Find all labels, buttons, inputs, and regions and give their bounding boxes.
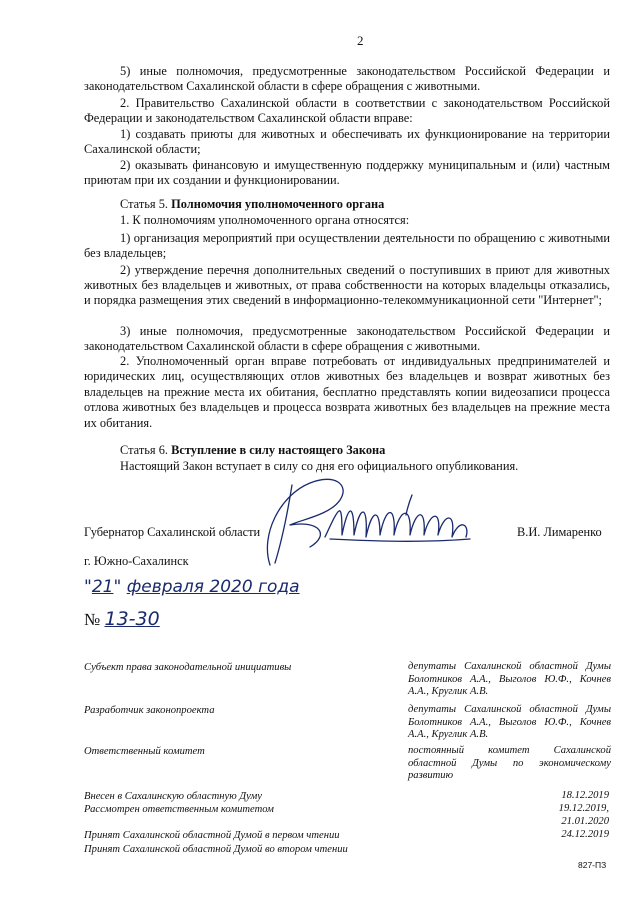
history-label: Рассмотрен ответственным комитетом: [84, 804, 274, 815]
handwritten-date-text: февраля 2020 года: [126, 577, 300, 597]
paragraph: 2) оказывать финансовую и имущественную поддержку муниципальным и (или) частным приютам при их создании и функционировании.: [84, 158, 610, 188]
paragraph: Настоящий Закон вступает в силу со дня его официального опубликования.: [120, 459, 519, 473]
meta-value: депутаты Сахалинской областной Думы Болотников А.А., Выголов Ю.Ф., Кочнев А.А., Круглик А.В.: [408, 661, 611, 698]
article-6-heading: [84, 443, 610, 458]
article-5-title: Полномочия уполномоченного органа: [171, 197, 385, 211]
paragraph: 5) иные полномочия, предусмотренные законодательством Российской Федерации и законодательством Сахалинской области в сфере обращения с животными.: [84, 64, 610, 94]
governor-name: В.И. Лимаренко: [517, 525, 602, 539]
history-label: Принят Сахалинской областной Думой в первом чтении: [84, 830, 340, 841]
article-5-prefix: Статья 5.: [120, 197, 172, 211]
document-number: 13-30: [104, 608, 160, 630]
article-6-prefix: Статья 6.: [120, 443, 172, 457]
meta-label: Разработчик законопроекта: [84, 705, 215, 716]
history-date: 18.12.2019: [561, 790, 609, 801]
meta-label: Субъект права законодательной инициативы: [84, 662, 292, 673]
history-label: Внесен в Сахалинскую областную Думу: [84, 791, 262, 802]
history-date: 21.01.2020: [561, 816, 609, 827]
handwritten-date: [84, 577, 300, 597]
date-open-quote: ": [84, 577, 92, 597]
history-date: 24.12.2019: [561, 829, 609, 840]
meta-value: постоянный комитет Сахалинской областной Думы по экономическому развитию: [408, 745, 611, 782]
history-date: 19.12.2019,: [558, 803, 609, 814]
signature-scribble: [230, 465, 490, 575]
page-number: 2: [357, 33, 364, 48]
number-sign: №: [84, 610, 101, 629]
history-label: Принят Сахалинской областной Думой во втором чтении: [84, 844, 348, 855]
paragraph: 1) создавать приюты для животных и обеспечивать их функционирование на территории Сахалинской области;: [84, 127, 610, 157]
city: г. Южно-Сахалинск: [84, 554, 189, 568]
meta-value: депутаты Сахалинской областной Думы Болотников А.А., Выголов Ю.Ф., Кочнев А.А., Круглик А.В.: [408, 704, 611, 741]
handwritten-day: 21: [91, 577, 114, 597]
paragraph: 3) иные полномочия, предусмотренные законодательством Российской Федерации и законодательством Сахалинской области в сфере обращения с животными.: [84, 324, 610, 354]
handwritten-number: [84, 608, 160, 630]
article-6-title: Вступление в силу настоящего Закона: [171, 443, 386, 457]
paragraph: 1) организация мероприятий при осуществлении деятельности по обращению с животными без владельцев;: [84, 231, 610, 261]
paragraph: 2. Уполномоченный орган вправе потребовать от индивидуальных предпринимателей и юридических лиц, осуществляющих отлов животных без владельцев и возврат животных без владельцев на прежние места их обитания, бесплатно представлять копии видеозаписи процесса отлова животных без владельцев и процесса возврата животных без владельцев на прежние места их обитания.: [84, 354, 610, 430]
date-close-quote: ": [113, 577, 127, 597]
footer-code: 827-ПЗ: [578, 860, 607, 870]
paragraph: 1. К полномочиям уполномоченного органа относятся:: [120, 213, 410, 227]
governor-title: Губернатор Сахалинской области: [84, 525, 261, 539]
meta-label: Ответственный комитет: [84, 746, 205, 757]
article-5-heading: [84, 197, 610, 212]
paragraph: 2. Правительство Сахалинской области в соответствии с законодательством Российской Федерации и законодательством Сахалинской области вправе:: [84, 96, 610, 126]
paragraph: 2) утверждение перечня дополнительных сведений о поступивших в приют для животных животных без владельцев и животных, от права собственности на которых владельцы отказались, и порядка размещения этих сведений в информационно-телекоммуникационной сети "Интернет";: [84, 263, 610, 308]
